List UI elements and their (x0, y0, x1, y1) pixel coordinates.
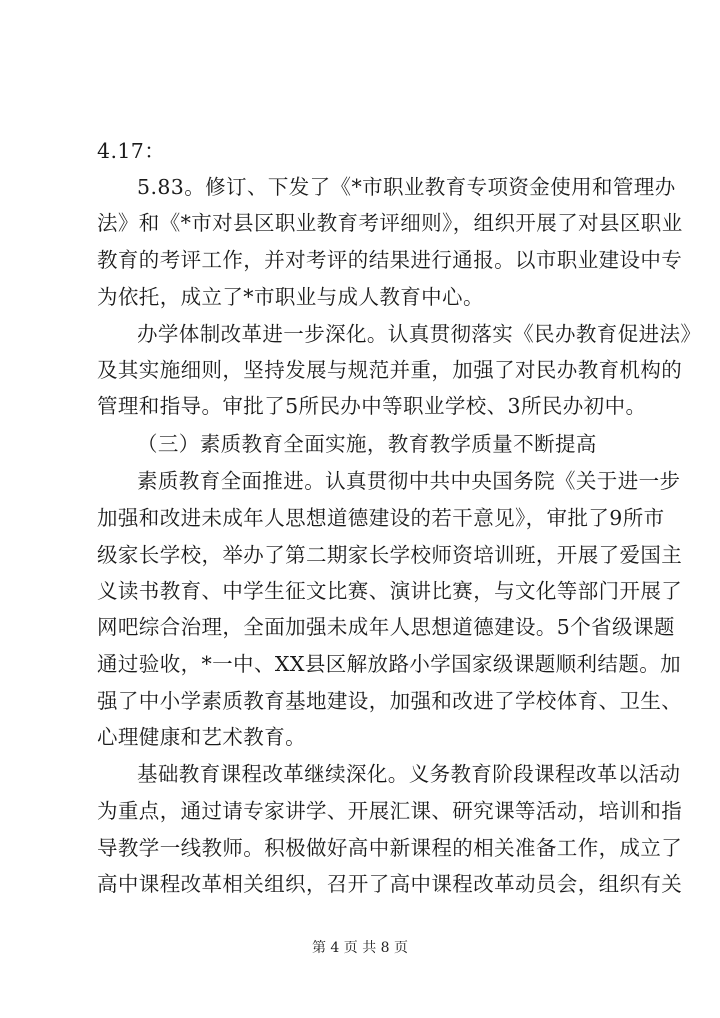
text-line-18: 基础教育课程改革继续深化。义务教育阶段课程改革以活动 (137, 762, 681, 786)
text-line-17: 心理健康和艺术教育。 (97, 725, 306, 749)
text-line-7: 及其实施细则，坚持发展与规范并重，加强了对民办教育机构的 (97, 358, 683, 382)
text-line-21: 高中课程改革相关组织，召开了高中课程改革动员会，组织有关 (97, 872, 683, 896)
page-number-footer: 第 4 页 共 8 页 (311, 940, 409, 956)
text-line-2: 5.83。修订、下发了《*市职业教育专项资金使用和管理办 (137, 175, 676, 199)
text-line-15: 通过验收，*一中、XX县区解放路小学国家级课题顺利结题。加 (97, 652, 682, 676)
section-heading: （三）素质教育全面实施，教育教学质量不断提高 (137, 432, 597, 456)
text-line-14: 网吧综合治理，全面加强未成年人思想道德建设。5个省级课题 (97, 615, 675, 639)
text-line-11: 加强和改进未成年人思想道德建设的若干意见》，审批了9所市 (97, 506, 665, 530)
text-line-20: 导教学一线教师。积极做好高中新课程的相关准备工作，成立了 (97, 836, 683, 860)
text-line-3: 法》和《*市对县区职业教育考评细则》，组织开展了对县区职业 (97, 211, 683, 235)
text-line-13: 义读书教育、中学生征文比赛、演讲比赛，与文化等部门开展了 (97, 579, 683, 603)
text-line-8: 管理和指导。审批了5所民办中等职业学校、3所民办初中。 (97, 394, 647, 418)
text-line-6: 办学体制改革进一步深化。认真贯彻落实《民办教育促进法》 (137, 322, 702, 346)
text-line-12: 级家长学校，举办了第二期家长学校师资培训班，开展了爱国主 (97, 543, 683, 567)
text-line-19: 为重点，通过请专家讲学、开展汇课、研究课等活动，培训和指 (97, 799, 683, 823)
text-line-10: 素质教育全面推进。认真贯彻中共中央国务院《关于进一步 (137, 469, 681, 493)
text-line-4: 教育的考评工作，并对考评的结果进行通报。以市职业建设中专 (97, 248, 683, 272)
text-line-5: 为依托，成立了*市职业与成人教育中心。 (97, 285, 484, 309)
text-line-16: 强了中小学素质教育基地建设，加强和改进了学校体育、卫生、 (97, 689, 683, 713)
text-line-1: 4.17： (97, 139, 166, 163)
